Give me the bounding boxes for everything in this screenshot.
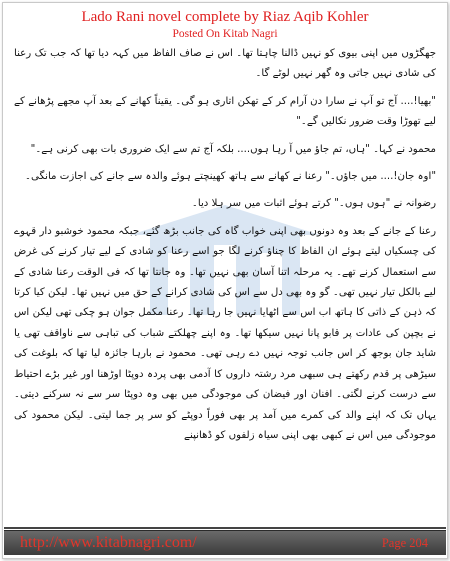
paragraph: رعنا کے جانے کے بعد وہ دونوں بھی اپنی خواب گاہ کی جانب بڑھ گئے، جبکہ محمود خوشبو دار قہوے کی چسکیاں لیتے ہوئے ان الفاظ کا چناؤ کرنے لگا جو اسے رعنا کو شادی کے لیے تیار کرنے کی غرض سے استعمال کرنے تھے۔ یہ مرحلہ اتنا آسان بھی نہیں تھا۔ وہ جانتا تھا کہ فی الوقت رعنا شادی کے لیے بالکل تیار نہیں تھی۔ گو وہ بھی دل سے اس کی شادی کرانے کے حق میں نہیں تھا۔ لیکن کیا کرتا کہ ذہن کے ذاتی کا ہاتھ اب اس سے اٹھایا نہیں جا رہا تھا۔ رعنا مکمل جوان ہو چکی تھی لیکن اس نے بچپن کی عادات پر قابو پانا نہیں سیکھا تھا۔ وہ اپنے چھلکتے شباب کی تباہی سے ناواقف تھی یا شاید جان بوجھ کر اس جانب توجہ نہیں دے رہی تھی۔ محمود نے بارہا جائزہ لیا تھا کہ بلوغت کی سیڑھی پر قدم رکھتے ہی سبھی مرد رشتہ داروں کا آدمی بھی پردہ دوپٹا اوڑھنا اور غیر بڑے احتیاط سے درست کرنے لگتی۔ افنان اور فیضان کی موجودگی میں بھی وہ دوپٹا سر سے نہ سرکنے دیتی۔ یہاں تک کہ اپنے والد کی کمرے میں آمد پر بھی فوراً دوپٹے کو سر پر جما لیتی۔ لیکن محمود کی موجودگی میں اس نے کبھی بھی اپنی سیاہ زلفوں کو ڈھانپنے — [14, 225, 436, 441]
novel-body-text — [14, 44, 436, 453]
paragraph: "بھیا!.... آج تو آپ نے سارا دن آرام کر کے تھکن اتاری ہو گی۔ یقیناً کھانے کے بعد آپ مجھے پڑھانے کے لیے تھوڑا وقت ضرور نکالیں گے۔" — [14, 95, 436, 128]
page-number: Page 204 — [381, 536, 428, 550]
paragraph: رضوانہ نے "ہوں ہوں۔" کرتے ہوئے اثبات میں سر ہلا دیا۔ — [191, 198, 436, 210]
paragraph: "اوہ جان!.... میں جاؤں۔" رعنا نے کھانے سے ہاتھ کھینچتے ہوئے والدہ سے جانے کی اجازت مانگی۔ — [25, 171, 436, 183]
paragraph: محمود نے کہا۔ "ہاں، تم جاؤ میں آ رہا ہوں.... بلکہ آج تم سے ایک ضروری بات بھی کرنی ہے۔" — [30, 143, 436, 155]
paragraph: جھگڑوں میں اپنی بیوی کو نہیں ڈالنا چاہتا تھا۔ اس نے صاف الفاظ میں کہہ دیا تھا کہ جب تک رعنا کی شادی نہیں جاتی وہ گھر نہیں لوٹے گا۔ — [14, 48, 436, 80]
page-header — [0, 8, 450, 41]
footer-divider — [4, 527, 446, 529]
page-footer — [4, 530, 446, 555]
website-link[interactable]: http://www.kitabnagri.com/ — [20, 534, 197, 551]
page-title: Lado Rani novel complete by Riaz Aqib Kohler — [81, 9, 369, 25]
page-subtitle: Posted On Kitab Nagri — [172, 28, 278, 40]
